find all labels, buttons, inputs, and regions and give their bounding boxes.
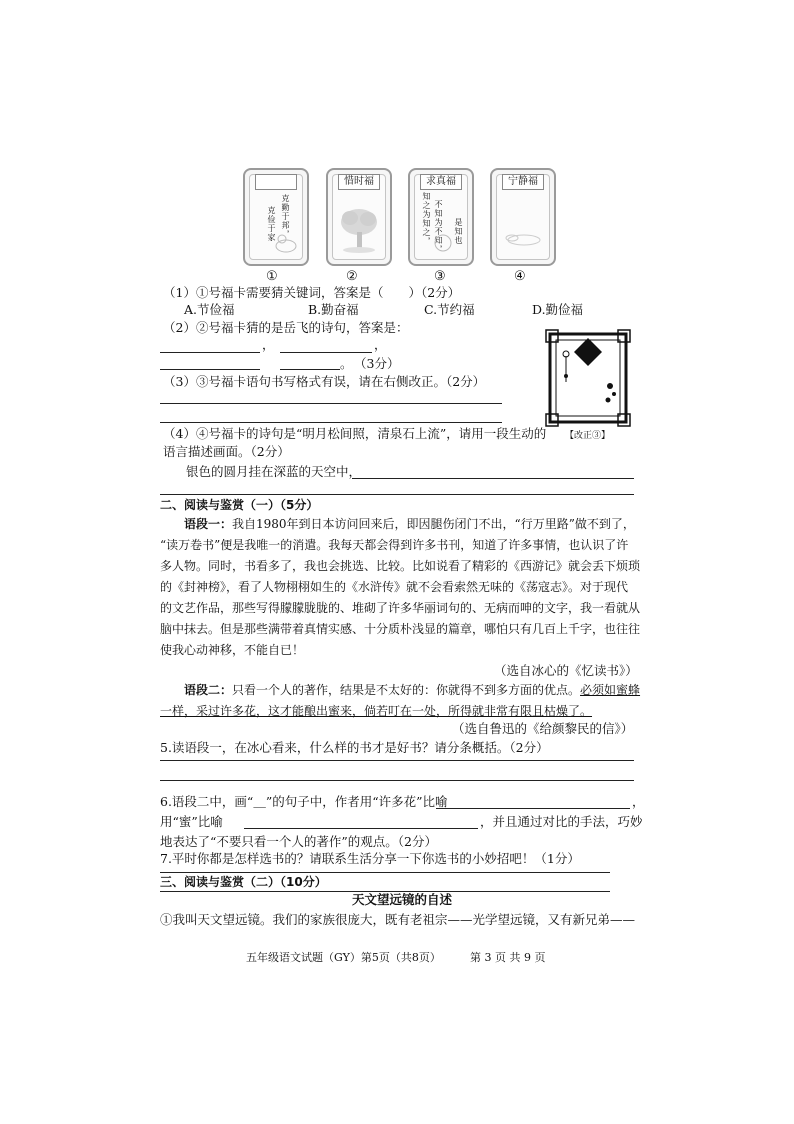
option-a: A.节俭福 [184, 302, 235, 317]
passage-1-source: （选自冰心的《忆读书》） [494, 663, 638, 678]
moon-illustration [432, 232, 454, 254]
section-2-heading: 二、阅读与鉴赏（一）（5分） [160, 498, 319, 512]
question-1: （1）①号福卡需要猜关键词，答案是（ ）（2分） [163, 285, 461, 300]
passage-label: 语段二： [184, 683, 233, 697]
question-4: （4）④号福卡的诗句是“明月松间照，清泉石上流”，请用一段生动的 [163, 426, 547, 441]
tree-illustration [336, 204, 382, 254]
passage-text: 只看一个人的著作，结果是不太好的：你就得不到多方面的优点。 [232, 683, 581, 697]
card-number: ④ [514, 269, 526, 284]
answer-start: 银色的圆月挂在深蓝的天空中， [186, 464, 362, 479]
answer-line [160, 760, 634, 761]
question-5: 5.读语段一，在冰心看来，什么样的书才是好书？请分条概括。（2分） [160, 740, 549, 755]
passage-line: 的文艺作品，那些写得朦朦胧胧的、堆砌了许多华丽词句的、无病而呻的文字，我一看就从 [160, 601, 641, 615]
question-6-cont: 地表达了“不要只看一个人的著作”的观点。（2分） [160, 834, 437, 849]
question-6-cont: 用“蜜”比喻 [160, 814, 223, 829]
separator-comma: ， [262, 337, 275, 352]
question-6-cont: ，并且通过对比的手法，巧妙 [480, 814, 643, 829]
card-verse: 不知为不知， [434, 200, 443, 254]
option-b: B.勤奋福 [308, 302, 359, 317]
fortune-card-1 [243, 168, 309, 266]
passage-line: 多人物。同时，书看多了，我也会挑选、比较。比如说看了精彩的《西游记》就会丢下烦琐 [160, 559, 641, 573]
passage-text: 我自1980年到日本访问回来后，即因腿伤闭门不出，“行万里路”做不到了， [232, 517, 635, 531]
passage-line [160, 680, 641, 701]
footer-right: 第 3 页 共 9 页 [470, 951, 546, 964]
answer-line [280, 369, 340, 370]
card-title: 惜时福 [338, 174, 380, 190]
passage-line: 的《封神榜》，看了人物栩栩如生的《水浒传》就不会看索然无味的《荡寇志》。对于现代 [160, 580, 629, 594]
card-verse: 是知也 [454, 218, 463, 245]
article-paragraph: ①我叫天文望远镜。我们的家族很庞大，既有老祖宗——光学望远镜，又有新兄弟—— [160, 912, 636, 927]
answer-line [160, 422, 502, 423]
answer-line [160, 780, 634, 781]
underlined-sentence: 一样，采过许多花，这才能酿出蜜来，倘若叮在一处，所得就非常有限且枯燥了。 [160, 704, 593, 718]
card-verse: 克俭于家 [267, 206, 276, 242]
passage-line [160, 514, 636, 535]
card-verse: 知之为知之， [422, 192, 431, 246]
passage-line: 脑中抹去。但是那些满带着真情实感、十分质朴浅显的篇章，哪怕只有几百上千字，也往往 [160, 622, 641, 636]
correction-label: 【改正③】 [565, 431, 611, 441]
separator-comma: ， [374, 337, 387, 352]
card-number: ③ [434, 269, 446, 284]
answer-line [244, 828, 478, 829]
separator-period: 。 [340, 356, 353, 371]
passage-label: 语段一： [184, 517, 233, 531]
answer-line [352, 478, 634, 479]
footer-left: 五年级语文试题（GY）第5页（共8页） [246, 951, 441, 964]
option-d: D.勤俭福 [532, 302, 584, 317]
fortune-card-4 [490, 168, 556, 266]
passage-line: “读万卷书”便是我唯一的消遣。我每天都会得到许多书刊，知道了许多事情，也认识了许 [160, 538, 629, 552]
passage-line: 使我心动神移，不能自已！ [160, 643, 305, 657]
card-title: 求真福 [420, 174, 462, 190]
fortune-card-3 [408, 168, 474, 266]
section-3-heading: 三、阅读与鉴赏（二）（10分） [160, 875, 327, 889]
answer-line [160, 403, 502, 404]
option-c: C.节约福 [424, 302, 475, 317]
underlined-sentence: 必须如蜜蜂 [580, 683, 641, 697]
answer-line [436, 808, 630, 809]
question-6: 6.语段二中，画“＿”的句子中，作者用“许多花”比喻 [160, 794, 448, 809]
answer-line [160, 872, 610, 873]
article-title: 天文望远镜的自述 [352, 892, 453, 907]
passage-1 [160, 514, 641, 661]
question-4-cont: 语言描述画面。（2分） [163, 444, 290, 459]
rabbit-illustration [273, 230, 299, 254]
question-2: （2）②号福卡猜的是岳飞的诗句，答案是： [163, 320, 409, 335]
landscape-illustration [502, 228, 546, 248]
question-3: （3）③号福卡语句书写格式有误，请在右侧改正。（2分） [163, 374, 486, 389]
answer-line [160, 352, 260, 353]
score: （3分） [354, 356, 400, 371]
answer-line [160, 494, 634, 495]
card-verse: 克勤于邦， [281, 194, 290, 239]
correction-frame-illustration [544, 328, 632, 428]
separator-comma: ， [632, 794, 645, 809]
fortune-card-2 [326, 168, 392, 266]
card-number: ① [266, 269, 278, 284]
question-7: 7.平时你都是怎样选书的？请联系生活分享一下你选书的小妙招吧！（1分） [160, 851, 580, 866]
answer-line [160, 369, 260, 370]
card-title [255, 174, 297, 190]
card-title: 宁静福 [502, 174, 544, 190]
answer-line [280, 352, 372, 353]
passage-2 [160, 680, 641, 722]
passage-2-source: （选自鲁迅的《给颜黎民的信》） [452, 721, 634, 736]
card-number: ② [346, 269, 358, 284]
